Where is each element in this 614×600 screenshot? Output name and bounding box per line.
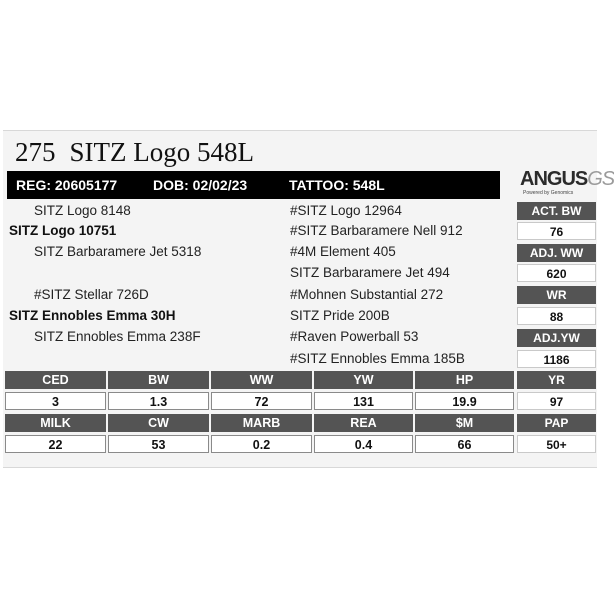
pedigree-dam-dam: SITZ Ennobles Emma 238F	[34, 329, 201, 344]
epd-label-marb: MARB	[211, 414, 312, 432]
pedigree-sire-sire: SITZ Logo 8148	[34, 203, 131, 218]
epd-label-dollar-m: $M	[415, 414, 514, 432]
pedigree-ddd: #SITZ Ennobles Emma 185B	[290, 351, 465, 366]
epd-label-hp: HP	[415, 371, 514, 389]
stat-label-act-bw: ACT. BW	[517, 202, 596, 220]
animal-name: SITZ Logo 548L	[69, 137, 254, 167]
epd-value-ced: 3	[5, 392, 106, 410]
registration-bar	[7, 171, 500, 199]
angus-gs-logo: ANGUSGS Powered by Genomics	[520, 168, 614, 196]
pedigree-sdd: SITZ Barbaramere Jet 494	[290, 265, 450, 280]
page-title	[15, 135, 254, 169]
epd-label-ced: CED	[5, 371, 106, 389]
stat-label-adj-ww: ADJ. WW	[517, 244, 596, 262]
pedigree-dds: #Raven Powerball 53	[290, 329, 419, 344]
stat-label-adj-yw: ADJ.YW	[517, 329, 596, 347]
pedigree-sss: #SITZ Logo 12964	[290, 203, 402, 218]
epd-value-rea: 0.4	[314, 435, 413, 453]
tattoo: TATTOO: 548L	[289, 177, 385, 193]
epd-value-yw: 131	[314, 392, 413, 410]
reg-number: REG: 20605177	[16, 177, 118, 193]
stat-value-adj-ww: 620	[517, 264, 596, 282]
stat-label-wr: WR	[517, 286, 596, 304]
stat-label-pap: PAP	[517, 414, 596, 432]
pedigree-sire-dam: SITZ Barbaramere Jet 5318	[34, 244, 202, 259]
epd-value-bw: 1.3	[108, 392, 209, 410]
stat-value-yr: 97	[517, 392, 596, 410]
epd-label-milk: MILK	[5, 414, 106, 432]
pedigree-ssd: #SITZ Barbaramere Nell 912	[290, 223, 463, 238]
lot-number: 275	[15, 137, 56, 167]
stat-value-adj-yw: 1186	[517, 350, 596, 368]
epd-label-ww: WW	[211, 371, 312, 389]
epd-label-cw: CW	[108, 414, 209, 432]
stat-value-act-bw: 76	[517, 222, 596, 240]
pedigree-sds: #4M Element 405	[290, 244, 396, 259]
epd-value-marb: 0.2	[211, 435, 312, 453]
birth-date: DOB: 02/02/23	[153, 177, 248, 193]
stat-value-wr: 88	[517, 307, 596, 325]
stat-value-pap: 50+	[517, 435, 596, 453]
pedigree-dam: SITZ Ennobles Emma 30H	[9, 308, 176, 323]
epd-value-dollar-m: 66	[415, 435, 514, 453]
pedigree-dam-sire: #SITZ Stellar 726D	[34, 287, 149, 302]
epd-value-cw: 53	[108, 435, 209, 453]
pedigree-dsd: SITZ Pride 200B	[290, 308, 390, 323]
epd-label-yw: YW	[314, 371, 413, 389]
epd-value-milk: 22	[5, 435, 106, 453]
epd-value-ww: 72	[211, 392, 312, 410]
pedigree-sire: SITZ Logo 10751	[9, 223, 117, 238]
epd-value-hp: 19.9	[415, 392, 514, 410]
epd-label-bw: BW	[108, 371, 209, 389]
pedigree-dss: #Mohnen Substantial 272	[290, 287, 444, 302]
stat-label-yr: YR	[517, 371, 596, 389]
epd-label-rea: REA	[314, 414, 413, 432]
